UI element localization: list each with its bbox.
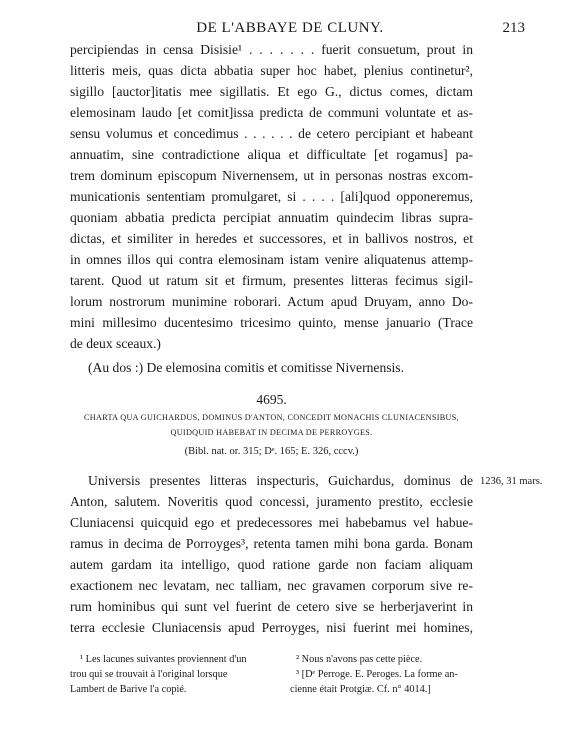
text-line: quoniam abbatia predicta percipiat annuatim quindecim libras supra-: [70, 210, 473, 225]
text-line: percipiendas in censa Disisie¹ . . . . . . . fuerit consuetum, prout in: [70, 42, 473, 57]
running-title: DE L'ABBAYE DE CLUNY.: [196, 20, 384, 36]
text-line: dictas, et similiter in heredes et successores, et in ballivos nostros, et: [70, 231, 473, 246]
charter-title-line: QUIDQUID HABEBAT IN DECIMA DE PERROYGES.: [170, 428, 373, 437]
page-number: 213: [502, 20, 525, 36]
text-line: tarent. Quod ut ratum sit et firmum, presentes litteras fecimus sigil-: [70, 273, 473, 288]
text-line: annuatim, sine contradictione aliqua et difficultate [et rogamus] pa-: [70, 147, 473, 162]
footnote-line: cienne était Protgiæ. Cf. n° 4014.]: [290, 684, 431, 695]
footnote-line: Lambert de Barive l'a copié.: [70, 684, 187, 695]
text-line: sensu volumus et concedimus . . . . . . de cetero percipiant et habeant: [70, 126, 473, 141]
text-line: ramus in decima de Porroyges³, retenta tamen mihi bona garda. Bonam: [70, 536, 473, 551]
text-line: in omnes illos qui contra elemosinam istam venire aliquatenus attemp-: [70, 252, 473, 267]
charter-source: (Bibl. nat. or. 315; Dᵉ. 165; E. 326, cccv.): [184, 446, 359, 457]
text-line: exactionem nec levatam, nec talliam, nec gravamen corporum sive re-: [70, 578, 473, 593]
text-line: terra ecclesie Cluniacensis apud Perroyges, nisi fuerint mei homines,: [70, 620, 473, 635]
text-line: mini millesimo ducentesimo tricesimo quinto, mense januario (Trace: [70, 315, 473, 330]
page-header: [55, 20, 525, 40]
footnote-line: trou qui se trouvait à l'original lorsque: [70, 669, 228, 680]
margin-date: 1236, 31 mars.: [480, 476, 543, 487]
text-line: trem dominum episcopum Nivernensem, ut in personas nostras excom-: [70, 168, 473, 183]
text-line: elemosinam laudo [et comit]issa predicta de communi voluntate et as-: [70, 105, 473, 120]
dorsal-note: (Au dos :) De elemosina comitis et comitisse Nivernensis.: [88, 360, 404, 375]
text-line: de deux sceaux.): [70, 336, 161, 351]
charter-number: 4695.: [256, 392, 287, 407]
text-line: Anton, salutem. Noveritis quod concessi, juramento prestito, ecclesie: [70, 494, 473, 509]
text-line: litteris meis, quas dicta abbatia super hoc habet, plenius continetur²,: [70, 63, 473, 78]
text-line: Universis presentes litteras inspecturis, Guichardus, dominus de: [88, 473, 473, 488]
text-line: lorum nostrorum munimine roborari. Actum apud Druyam, anno Do-: [70, 294, 473, 309]
text-line: autem gardam ita intelligo, quod ratione garde non faciam aliquam: [70, 557, 473, 572]
footnote-line: ³ [Dᵉ Perroge. E. Peroges. La forme an-: [296, 669, 458, 680]
footnote-line: ¹ Les lacunes suivantes proviennent d'un: [80, 654, 247, 665]
footnote-line: ² Nous n'avons pas cette pièce.: [296, 654, 423, 665]
charter-title-line: CHARTA QUA GUICHARDUS, DOMINUS D'ANTON, CONCEDIT MONACHIS CLUNIACENSIBUS,: [84, 413, 459, 422]
text-line: rum hominibus qui sunt vel fuerint de cetero sive se herberjaverint in: [70, 599, 473, 614]
text-line: Cluniacensi quicquid ego et predecessores mei habebamus vel habue-: [70, 515, 473, 530]
text-line: sigillo [auctor]itatis mee sigillatis. Et ego G., dictus comes, dictam: [70, 84, 473, 99]
text-line: municationis sententiam promulgaret, si . . . . [ali]quod opponeremus,: [70, 189, 473, 204]
